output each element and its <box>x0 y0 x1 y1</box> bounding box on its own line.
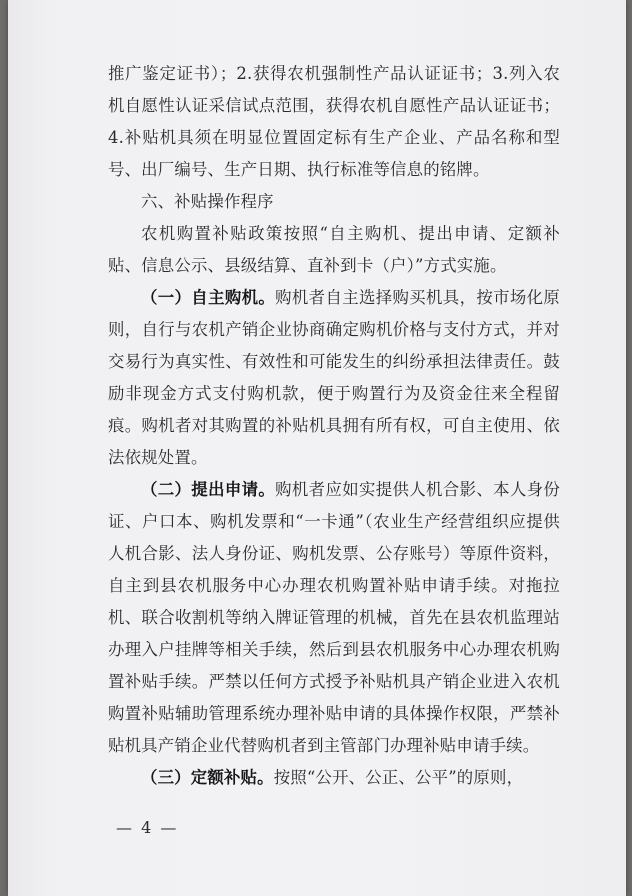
item-text: 购机者自主选择购买机具，按市场化原则，自行与农机产销企业协商确定购机价格与支付方式，并对交易行为真实性、有效性和可能发生的纠纷承担法律责任。鼓励非现金方式支付购机款，便于购置行为及资金往来全程留痕。购机者对其购置的补贴机具拥有所有权，可自主使用、依法依规处置。 <box>108 288 560 467</box>
item-text: 按照“公开、公正、公平”的原则， <box>273 768 524 787</box>
page-number: — 4 — <box>116 818 179 837</box>
item-text: 购机者应如实提供人机合影、本人身份证、户口本、购机发票和“一卡通”（农业生产经营组织应提供人机合影、法人身份证、购机发票、公存账号）等原件资料，自主到县农机服务中心办理农机购置补贴申请手续。对拖拉机、联合收割机等纳入牌证管理的机械，首先在县农机监理站办理入户挂牌等相关手续，然后到县农机服务中心办理农机购置补贴手续。严禁以任何方式授予补贴机具产销企业进入农机购置补贴辅助管理系统办理补贴申请的具体操作权限，严禁补贴机具产销企业代替购机者到主管部门办理补贴申请手续。 <box>108 480 560 755</box>
section-intro: 农机购置补贴政策按照“自主购机、提出申请、定额补贴、信息公示、县级结算、直补到卡（户）”方式实施。 <box>108 224 560 275</box>
document-page <box>8 0 626 896</box>
item-lead: （一）自主购机。 <box>141 288 276 307</box>
item-self-purchase <box>108 282 560 474</box>
item-lead: （二）提出申请。 <box>141 480 276 499</box>
item-application <box>108 474 560 762</box>
item-lead: （三）定额补贴。 <box>141 768 274 787</box>
paragraph-continuation: 推广鉴定证书）；2.获得农机强制性产品认证证书；3.列入农机自愿性认证采信试点范围，获得农机自愿性产品认证证书；4.补贴机具须在明显位置固定标有生产企业、产品名称和型号、出厂编号、生产日期、执行标准等信息的铭牌。 <box>108 64 560 179</box>
section-heading: 六、补贴操作程序 <box>141 192 274 211</box>
document-body <box>108 58 560 794</box>
item-fixed-subsidy <box>108 762 560 794</box>
